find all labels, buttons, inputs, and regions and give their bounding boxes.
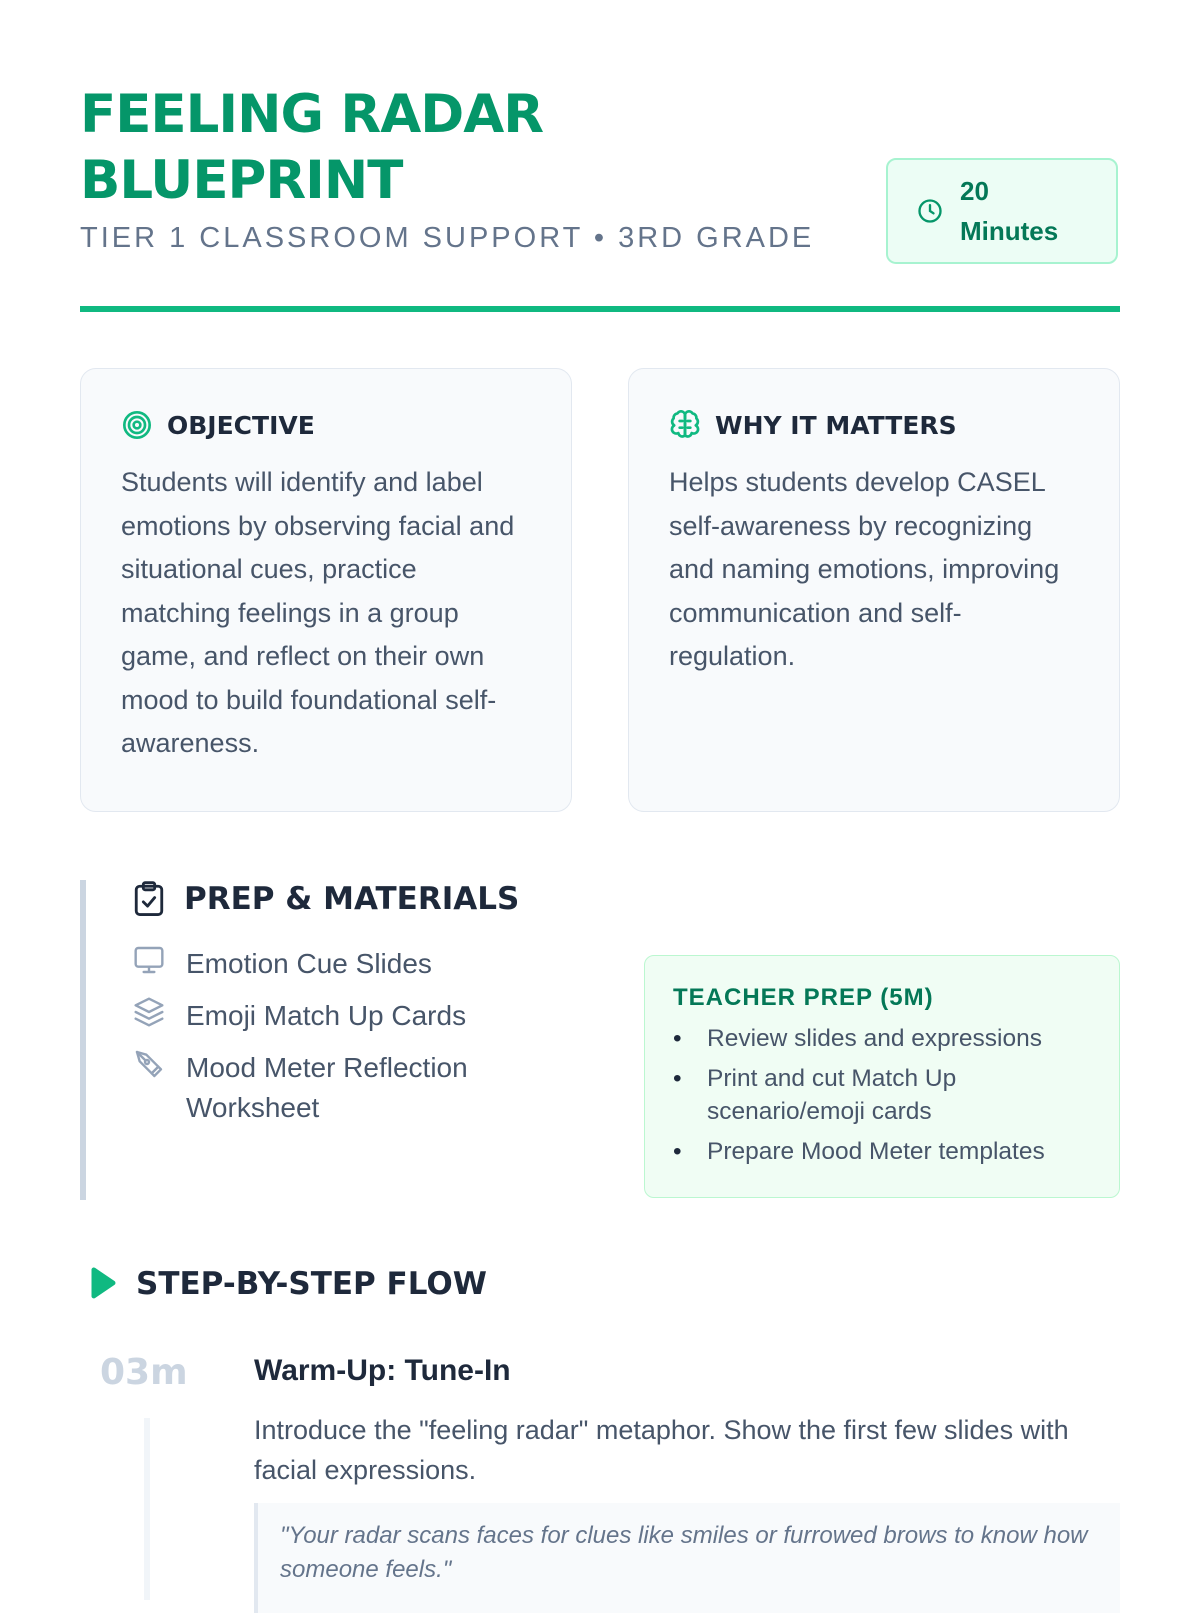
step-description: Introduce the "feeling radar" metaphor. Show the first few slides with facial expressions. (254, 1415, 1069, 1485)
prep-title: PREP & MATERIALS (184, 881, 520, 917)
clock-icon (916, 197, 944, 225)
duration-value: 20 (960, 176, 989, 206)
page-title: FEELING RADAR BLUEPRINT (80, 84, 544, 211)
play-icon (86, 1266, 118, 1302)
teacher-prep-list (673, 1022, 1091, 1168)
step-quote: "Your radar scans faces for clues like smiles or furrowed brows to know how someone feels." (254, 1503, 1120, 1613)
why-text: Helps students develop CASEL self-awareness by recognizing and naming emotions, improving communication and self-regulation. (669, 467, 1060, 671)
materials-list (132, 944, 586, 1128)
timeline-line (144, 1418, 150, 1600)
duration-badge (886, 158, 1118, 264)
material-label: Emoji Match Up Cards (186, 1000, 467, 1031)
why-title: WHY IT MATTERS (715, 410, 957, 440)
step-time: 03m (100, 1352, 188, 1393)
list-item (132, 944, 586, 984)
list-item (132, 1048, 586, 1128)
list-item: • Review slides and expressions (673, 1022, 1091, 1055)
monitor-icon (132, 944, 166, 976)
clipboard-check-icon (132, 880, 166, 918)
material-label: Mood Meter Reflection Worksheet (186, 1052, 468, 1123)
teacher-prep-box (644, 955, 1120, 1198)
why-it-matters-card (628, 368, 1120, 812)
teacher-prep-title: TEACHER PREP (5M) (673, 984, 934, 1011)
objective-card (80, 368, 572, 812)
header (80, 82, 1120, 255)
objective-title: OBJECTIVE (167, 410, 315, 440)
flow-title: STEP-BY-STEP FLOW (136, 1266, 487, 1302)
page-subtitle: TIER 1 CLASSROOM SUPPORT • 3RD GRADE (80, 222, 815, 254)
list-item: • Prepare Mood Meter templates (673, 1135, 1091, 1168)
target-icon (121, 409, 153, 441)
list-item (132, 996, 586, 1036)
material-label: Emotion Cue Slides (186, 948, 432, 979)
prep-section (80, 880, 586, 1200)
brain-icon (669, 409, 701, 441)
header-divider (80, 306, 1120, 312)
step-title: Warm-Up: Tune-In (254, 1354, 511, 1387)
flow-header (86, 1266, 487, 1302)
duration-unit: Minutes (960, 216, 1059, 246)
list-item: • Print and cut Match Up scenario/emoji cards (673, 1062, 1091, 1128)
pen-icon (132, 1048, 166, 1080)
layers-icon (132, 996, 166, 1028)
objective-text: Students will identify and label emotions by observing facial and situational cues, practice matching feelings in a group game, and reflect on their own mood to build foundational self-awareness. (121, 467, 515, 758)
